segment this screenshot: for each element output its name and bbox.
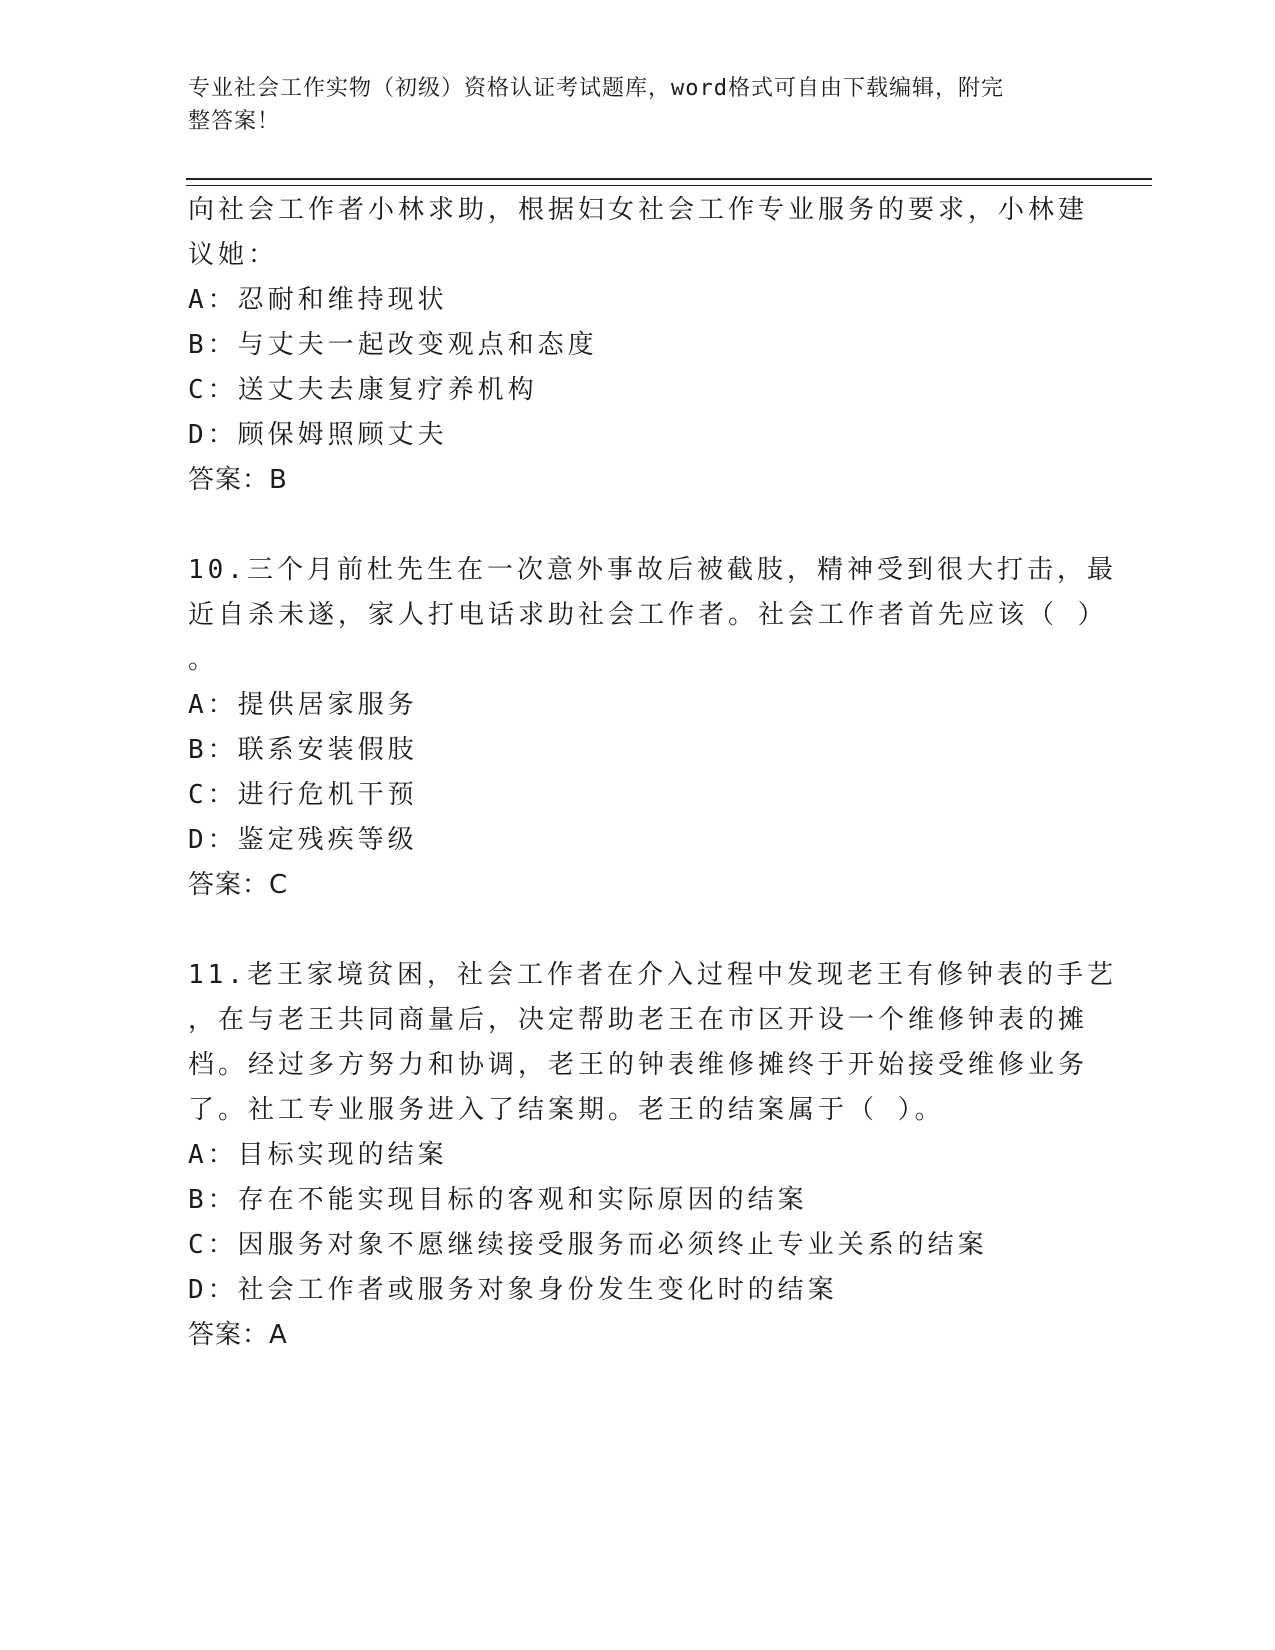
option-d: D：社会工作者或服务对象身份发生变化时的结案 xyxy=(188,1275,838,1305)
spacer xyxy=(188,908,1068,953)
answer-line: 答案：B xyxy=(188,465,288,495)
option-b: B：与丈夫一起改变观点和态度 xyxy=(188,330,598,360)
page-header xyxy=(188,72,1068,138)
question-text-line: 向社会工作者小林求助，根据妇女社会工作专业服务的要求，小林建 xyxy=(188,195,1089,225)
question-text-line: 议她： xyxy=(188,240,279,270)
question-11-block xyxy=(188,953,1117,1358)
option-d: D：顾保姆照顾丈夫 xyxy=(188,420,448,450)
option-b: B：联系安装假肢 xyxy=(188,735,418,765)
question-9-block xyxy=(188,188,1089,503)
question-text-line: 11.老王家境贫困，社会工作者在介入过程中发现老王有修钟表的手艺 xyxy=(188,960,1117,990)
option-c: C：进行危机干预 xyxy=(188,780,418,810)
option-c: C：送丈夫去康复疗养机构 xyxy=(188,375,538,405)
header-line-2: 整答案！ xyxy=(188,109,281,134)
question-text-line: ，在与老王共同商量后，决定帮助老王在市区开设一个维修钟表的摊 xyxy=(188,1005,1089,1035)
question-text-line: 了。社工专业服务进入了结案期。老王的结案属于（ ）。 xyxy=(188,1095,945,1125)
header-divider xyxy=(186,178,1152,186)
question-text-line: 档。经过多方努力和协调，老王的钟表维修摊终于开始接受维修业务 xyxy=(188,1050,1089,1080)
question-10-block xyxy=(188,548,1117,908)
document-body xyxy=(188,188,1117,1358)
option-a: A：提供居家服务 xyxy=(188,690,418,720)
answer-line: 答案：A xyxy=(188,1320,288,1350)
option-d: D：鉴定残疾等级 xyxy=(188,825,418,855)
question-text-line: 近自杀未遂，家人打电话求助社会工作者。社会工作者首先应该（ ） xyxy=(188,600,1108,630)
option-a: A：目标实现的结案 xyxy=(188,1140,448,1170)
answer-line: 答案：C xyxy=(188,870,289,900)
option-c: C：因服务对象不愿继续接受服务而必须终止专业关系的结案 xyxy=(188,1230,988,1260)
spacer xyxy=(188,503,1068,548)
header-line-1: 专业社会工作实物（初级）资格认证考试题库，word格式可自由下载编辑，附完 xyxy=(188,76,1004,101)
question-text-line: 。 xyxy=(188,645,219,675)
question-text-line: 10.三个月前杜先生在一次意外事故后被截肢，精神受到很大打击，最 xyxy=(188,555,1117,585)
option-a: A：忍耐和维持现状 xyxy=(188,285,448,315)
option-b: B：存在不能实现目标的客观和实际原因的结案 xyxy=(188,1185,808,1215)
